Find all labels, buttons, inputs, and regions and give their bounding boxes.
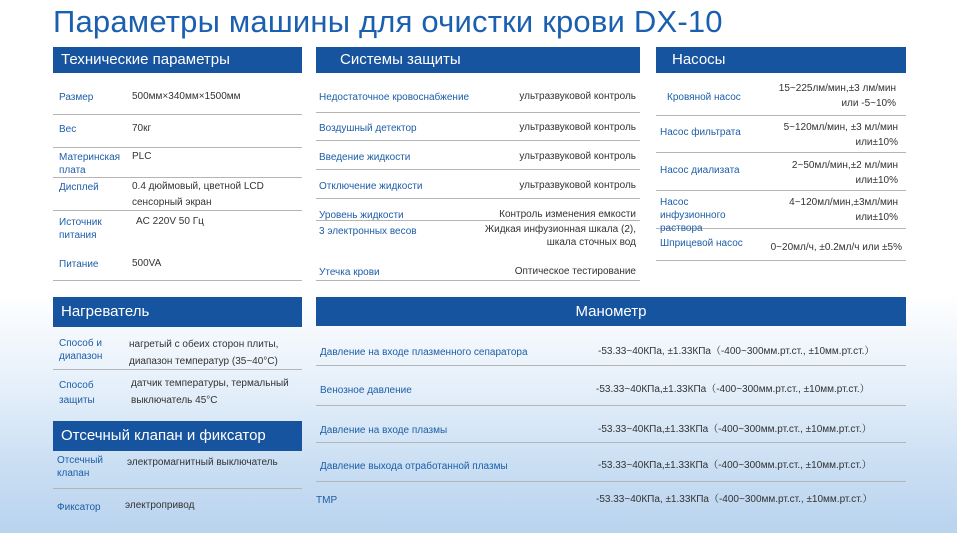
row-label: Питание bbox=[59, 259, 99, 270]
row-value: 5~120мл/мин, ±3 мл/мин или±10% bbox=[783, 122, 898, 148]
heater-section bbox=[53, 297, 302, 414]
valve-section bbox=[53, 421, 302, 519]
table-row bbox=[53, 255, 302, 281]
row-label: Материнская плата bbox=[59, 152, 121, 176]
row-label: Вес bbox=[59, 124, 77, 135]
table-row bbox=[316, 326, 906, 366]
row-label: Воздушный детектор bbox=[319, 123, 417, 134]
table-row bbox=[53, 73, 302, 115]
row-value: 0~20мл/ч, ±0.2мл/ч или ±5% bbox=[770, 242, 902, 253]
row-label: Уровень жидкости bbox=[319, 210, 404, 221]
row-value: Оптическое тестирование bbox=[514, 266, 636, 277]
row-value: -53.33~40КПа, ±1.33КПа（-400~300мм.рт.ст., ±10мм.рт.ст.） bbox=[596, 494, 873, 505]
table-row bbox=[316, 366, 906, 406]
row-value: датчик температуры, термальный выключатель 45°C bbox=[131, 378, 289, 406]
row-value: электромагнитный выключатель bbox=[127, 457, 278, 468]
table-row bbox=[53, 211, 302, 255]
row-label: Насос диализата bbox=[660, 165, 740, 176]
row-label: Насос инфузионного раствора bbox=[660, 197, 726, 234]
table-row bbox=[316, 73, 640, 113]
row-label: Шприцевой насос bbox=[660, 238, 743, 249]
row-label: Дисплей bbox=[59, 182, 99, 193]
technical-section bbox=[53, 47, 302, 281]
row-value: Контроль изменения емкости bbox=[499, 209, 636, 220]
row-label: Источник питания bbox=[59, 217, 102, 241]
row-label: Введение жидкости bbox=[319, 152, 411, 163]
manometer-header: Манометр bbox=[316, 297, 906, 326]
row-value: 0.4 дюймовый, цветной LCD сенсорный экран bbox=[132, 181, 264, 208]
row-label: Отсечный клапан bbox=[57, 455, 103, 479]
table-row bbox=[53, 115, 302, 148]
technical-header: Технические параметры bbox=[53, 47, 302, 73]
row-label: Давление выхода отработанной плазмы bbox=[320, 461, 508, 472]
table-row bbox=[53, 148, 302, 178]
protection-header: Системы защиты bbox=[316, 47, 640, 73]
row-label: Насос фильтрата bbox=[660, 127, 741, 138]
row-label: Кровяной насос bbox=[667, 92, 741, 103]
table-row bbox=[316, 141, 640, 170]
row-label: Давление на входе плазмы bbox=[320, 425, 448, 436]
table-row bbox=[316, 170, 640, 199]
table-row bbox=[53, 451, 302, 489]
row-value: 500мм×340мм×1500мм bbox=[132, 91, 241, 102]
table-row bbox=[316, 113, 640, 141]
row-label: TMP bbox=[316, 495, 338, 506]
valve-header: Отсечный клапан и фиксатор bbox=[53, 421, 302, 451]
table-row bbox=[316, 482, 906, 512]
row-value: AC 220V 50 Гц bbox=[136, 216, 204, 227]
table-row bbox=[53, 370, 302, 414]
table-row bbox=[316, 199, 640, 221]
row-value: ультразвуковой контроль bbox=[519, 180, 636, 191]
row-value: 500VA bbox=[132, 258, 162, 269]
table-row bbox=[656, 191, 906, 234]
row-value: 2~50мл/мин,±2 мл/мин или±10% bbox=[791, 160, 898, 186]
table-row bbox=[656, 116, 906, 153]
row-value: 4~120мл/мин,±3мл/мин или±10% bbox=[789, 197, 898, 223]
row-label: Фиксатор bbox=[57, 502, 101, 513]
row-value: -53.33~40КПа, ±1.33КПа（-400~300мм.рт.ст., ±10мм.рт.ст.） bbox=[598, 346, 875, 357]
row-label: Способ и диапазон bbox=[59, 338, 103, 362]
title-model: DX-10 bbox=[633, 4, 723, 39]
heater-header: Нагреватель bbox=[53, 297, 302, 327]
row-value: ультразвуковой контроль bbox=[519, 151, 636, 162]
row-label: Давление на входе плазменного сепаратора bbox=[320, 347, 528, 358]
row-value: -53.33~40КПа,±1.33КПа（-400~300мм.рт.ст., ±10мм.рт.ст.） bbox=[596, 384, 870, 395]
row-label: Размер bbox=[59, 92, 94, 103]
page-title bbox=[53, 4, 723, 44]
table-row bbox=[53, 489, 302, 519]
table-row bbox=[316, 262, 640, 281]
table-row bbox=[656, 73, 906, 116]
row-value: -53.33~40КПа,±1.33КПа（-400~300мм.рт.ст., ±10мм.рт.ст.） bbox=[598, 460, 872, 471]
table-row bbox=[53, 178, 302, 211]
row-value: Жидкая инфузионная шкала (2), шкала сточных вод bbox=[484, 224, 636, 248]
manometer-section bbox=[316, 297, 906, 512]
protection-section bbox=[316, 47, 640, 281]
table-row bbox=[316, 406, 906, 443]
row-label: Недостаточное кровоснабжение bbox=[319, 92, 470, 103]
table-row bbox=[656, 153, 906, 191]
row-label: 3 электронных весов bbox=[319, 226, 417, 237]
row-value: ультразвуковой контроль bbox=[519, 91, 636, 102]
row-value: 15~225лм/мин,±3 лм/мин или -5~10% bbox=[778, 83, 896, 109]
title-text: Параметры машины для очистки крови bbox=[53, 4, 634, 39]
table-row bbox=[53, 327, 302, 370]
row-label: Способ защиты bbox=[59, 380, 95, 406]
row-value: 70кг bbox=[132, 123, 152, 134]
row-label: Отключение жидкости bbox=[319, 181, 423, 192]
row-label: Утечка крови bbox=[319, 267, 380, 278]
row-value: -53.33~40КПа,±1.33КПа（-400~300мм.рт.ст., ±10мм.рт.ст.） bbox=[598, 424, 872, 435]
pumps-header: Насосы bbox=[656, 47, 906, 73]
row-value: нагретый с обеих сторон плиты, диапазон температур (35~40°C) bbox=[129, 339, 279, 367]
pumps-section bbox=[656, 47, 906, 261]
table-row bbox=[316, 443, 906, 482]
row-label: Венозное давление bbox=[320, 385, 412, 396]
table-row bbox=[316, 221, 640, 262]
row-value: электропривод bbox=[125, 500, 195, 511]
row-value: ультразвуковой контроль bbox=[519, 122, 636, 133]
table-row bbox=[656, 229, 906, 261]
row-value: PLC bbox=[132, 151, 152, 162]
